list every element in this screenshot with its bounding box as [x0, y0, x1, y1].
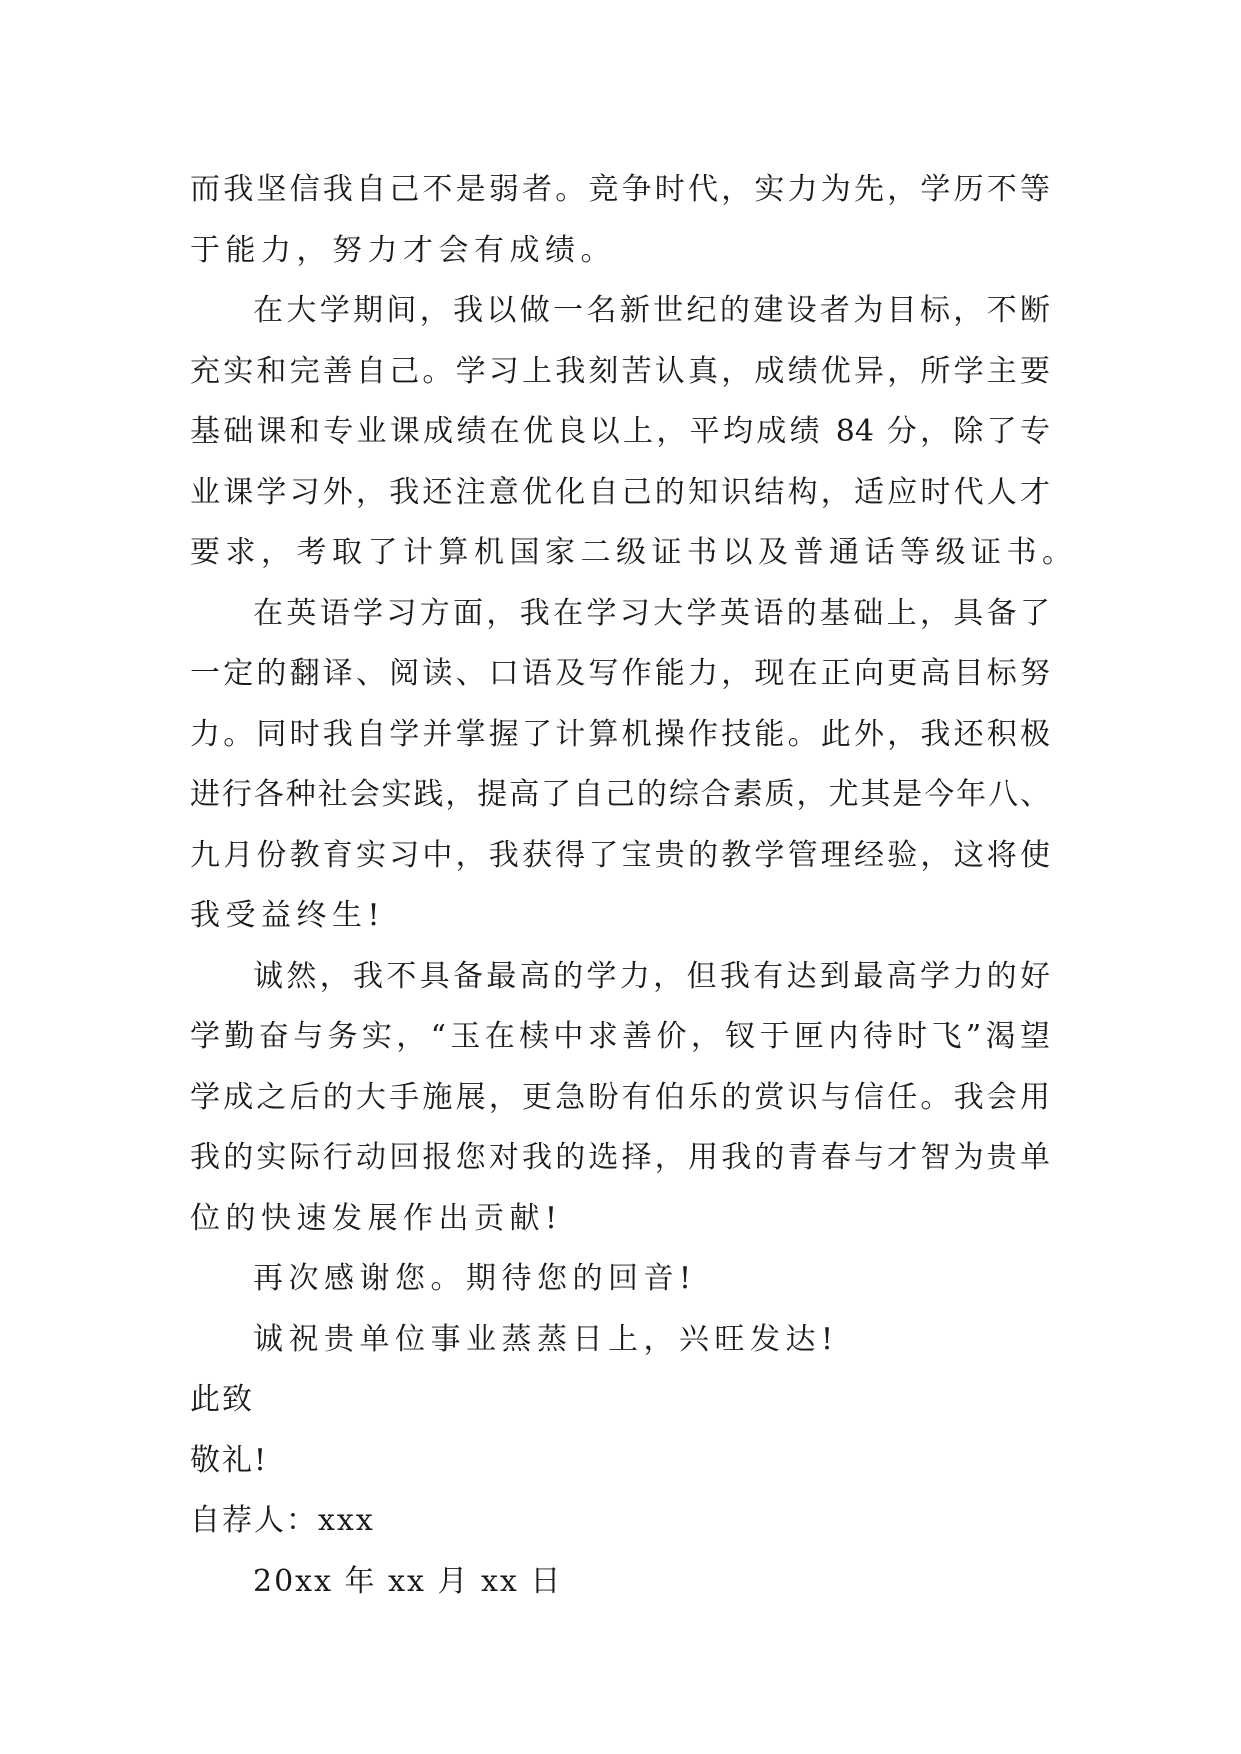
paragraph-2-line-3: 基础课和专业课成绩在优良以上，平均成绩 84 分，除了专	[190, 414, 1050, 449]
signature-line: 自荐人：xxx	[190, 1503, 375, 1538]
paragraph-4-line-1: 诚然，我不具备最高的学力，但我有达到最高学力的好	[253, 958, 1050, 994]
paragraph-3-line-1: 在英语学习方面，我在学习大学英语的基础上，具备了	[253, 595, 1050, 631]
paragraph-4-line-5: 位的快速发展作出贡献!	[190, 1200, 563, 1236]
paragraph-3-line-5: 九月份教育实习中，我获得了宝贵的教学管理经验，这将使	[190, 837, 1050, 873]
paragraph-1-line-2: 于能力，努力才会有成绩。	[190, 232, 616, 268]
paragraph-6-line-1: 诚祝贵单位事业蒸蒸日上，兴旺发达!	[253, 1321, 839, 1357]
paragraph-5-line-1: 再次感谢您。期待您的回音!	[253, 1261, 697, 1296]
letter-body	[190, 160, 1078, 1612]
paragraph-2-line-1: 在大学期间，我以做一名新世纪的建设者为目标，不断	[253, 293, 1050, 328]
date-line: 20xx 年 xx 月 xx 日	[253, 1563, 563, 1599]
paragraph-3-line-4: 进行各种社会实践，提高了自己的综合素质，尤其是今年八、	[190, 777, 1050, 812]
closing-jing-li: 敬礼!	[190, 1442, 269, 1478]
closing-ci-zhi: 此致	[190, 1382, 254, 1417]
paragraph-2-line-2: 充实和完善自己。学习上我刻苦认真，成绩优异，所学主要	[190, 353, 1050, 389]
paragraph-3-line-3: 力。同时我自学并掌握了计算机操作技能。此外，我还积极	[190, 716, 1050, 752]
paragraph-4-line-4: 我的实际行动回报您对我的选择，用我的青春与才智为贵单	[190, 1140, 1050, 1175]
paragraph-1-line-1: 而我坚信我自己不是弱者。竞争时代，实力为先，学历不等	[190, 172, 1050, 207]
paragraph-3-line-6: 我受益终生!	[190, 898, 386, 933]
paragraph-4-line-3: 学成之后的大手施展，更急盼有伯乐的赏识与信任。我会用	[190, 1079, 1050, 1115]
paragraph-2-line-4: 业课学习外，我还注意优化自己的知识结构，适应时代人才	[190, 474, 1050, 510]
paragraph-3-line-2: 一定的翻译、阅读、口语及写作能力，现在正向更高目标努	[190, 656, 1050, 691]
paragraph-2-line-5: 要求，考取了计算机国家二级证书以及普通话等级证书。	[190, 535, 1078, 570]
paragraph-4-line-2: 学勤奋与务实，“玉在椟中求善价，钗于匣内待时飞”渴望	[190, 1019, 1050, 1054]
